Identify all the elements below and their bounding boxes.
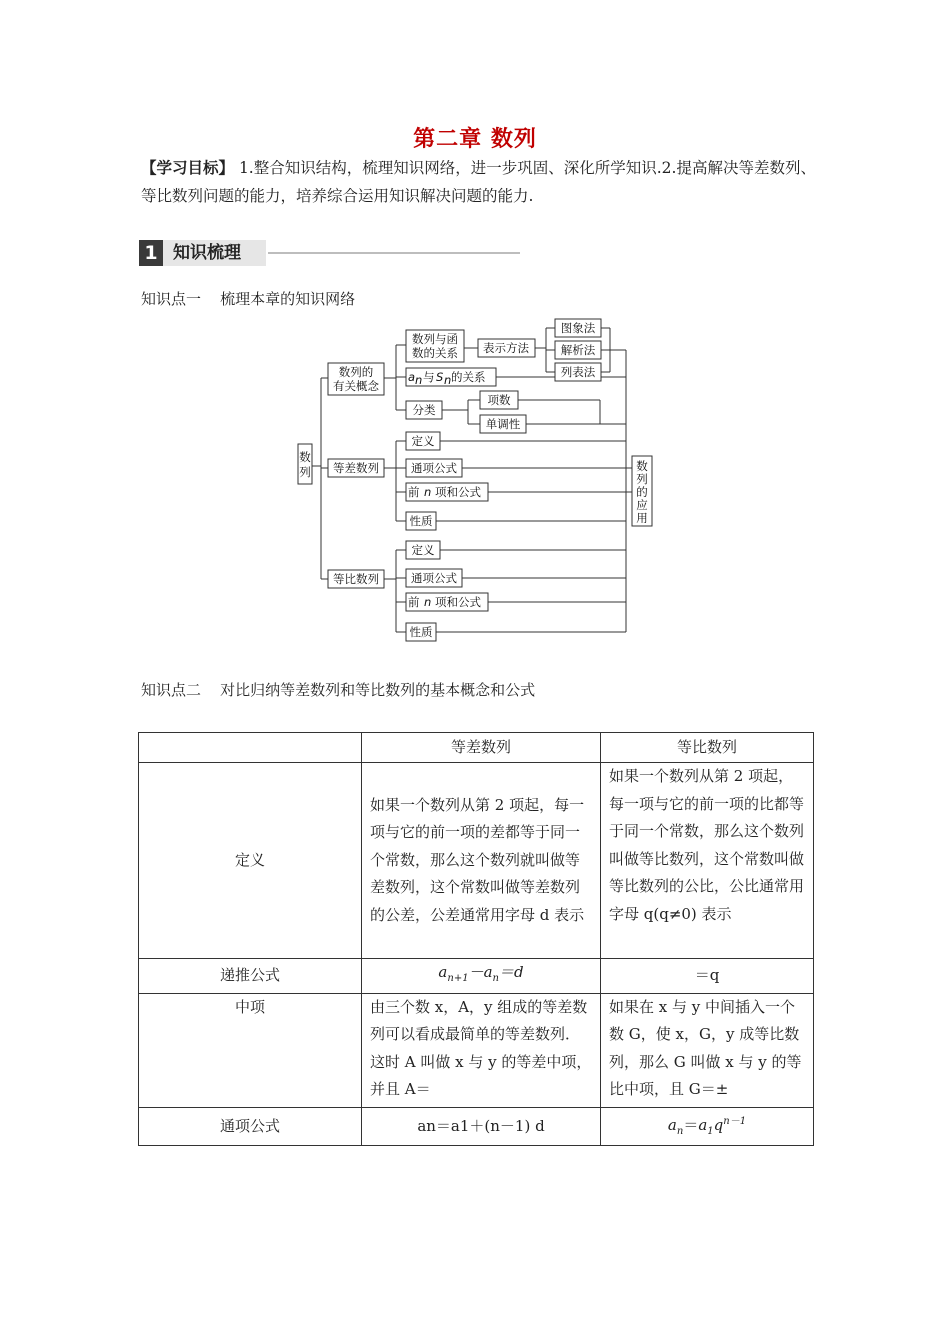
- table-row: [139, 993, 814, 1107]
- geo-sum-post: 项和公式: [435, 595, 481, 609]
- group1-line1: 数列的: [338, 365, 374, 379]
- arith-sum-pre: 前: [408, 485, 420, 499]
- knowledge-point-2: [141, 679, 535, 700]
- goals-text: 1.整合知识结构，梳理知识网络，进一步巩固、深化所学知识.2.提高解决等差数列、等比数列问题的能力，培养综合运用知识解决问题的能力.: [141, 159, 816, 205]
- arith-definition: 定义: [411, 434, 435, 448]
- method-list: 列表法: [560, 365, 596, 379]
- node-related-concepts: [328, 363, 384, 395]
- arith-properties: 性质: [409, 514, 433, 528]
- class-monotonic: 单调性: [485, 417, 521, 431]
- method-graph: 图象法: [560, 321, 596, 335]
- n5-label: 分类: [412, 403, 436, 417]
- general-term-geometric: $a_n=a_1q^{n-1}$: [601, 1107, 814, 1146]
- header-empty: [139, 733, 362, 763]
- node-class-types: [480, 391, 526, 433]
- kp1-label: 知识点一: [141, 290, 202, 308]
- app-char-3: 的: [636, 485, 648, 499]
- n2-label: 表示方法: [483, 341, 529, 355]
- node-arithmetic: [328, 459, 384, 477]
- node-representation: [478, 339, 535, 357]
- n4-sub2: n: [444, 373, 452, 387]
- kp2-label: 知识点二: [141, 681, 202, 699]
- node-methods: [555, 319, 601, 381]
- middle-term-geometric: 如果在 x 与 y 中间插入一个数 G，使 x，G，y 成等比数列，那么 G 叫做 x 与 y 的等比中项，且 G＝±: [601, 993, 814, 1107]
- table-row: [139, 763, 814, 959]
- page-title: 第二章 数列: [413, 127, 537, 152]
- node-classification: [406, 401, 442, 419]
- group3-label: 等比数列: [333, 572, 379, 586]
- geometric-items: [406, 541, 488, 641]
- n1-line2: 数的关系: [412, 346, 458, 360]
- geo-general-term: 通项公式: [411, 571, 457, 585]
- arith-sum-n: n: [424, 485, 432, 499]
- group2-label: 等差数列: [333, 461, 379, 475]
- arith-sum-post: 项和公式: [435, 485, 481, 499]
- app-char-2: 列: [636, 472, 648, 486]
- n4-end: 的关系: [451, 370, 486, 384]
- node-root: [298, 444, 312, 484]
- general-term-arithmetic: an＝a1＋(n－1) d: [362, 1107, 601, 1146]
- header-arithmetic: 等差数列: [362, 733, 601, 763]
- root-char-1: 数: [299, 450, 311, 464]
- table-row: [139, 1107, 814, 1146]
- row-label-general-term: 通项公式: [139, 1107, 362, 1146]
- knowledge-point-1: [141, 288, 355, 309]
- recurrence-geometric: ＝q: [601, 959, 814, 994]
- definition-geometric: 如果一个数列从第 2 项起，每一项与它的前一项的比都等于同一个常数，那么这个数列叫做等比数列，这个常数叫做等比数列的公比，公比通常用字母 q(q≠0) 表示: [601, 763, 814, 959]
- kp2-text: 对比归纳等差数列和等比数列的基本概念和公式: [220, 681, 536, 699]
- row-label-definition: 定义: [139, 763, 362, 959]
- n4-mid: 与: [423, 370, 435, 384]
- class-terms: 项数: [487, 393, 511, 407]
- table-header-row: [139, 733, 814, 763]
- n4-sub1: n: [415, 373, 423, 387]
- arith-general-term: 通项公式: [411, 461, 457, 475]
- row-label-recurrence: 递推公式: [139, 959, 362, 994]
- comparison-table: [138, 732, 814, 1146]
- goals-label: 【学习目标】: [141, 159, 235, 177]
- node-application: [632, 456, 652, 526]
- section-title: 知识梳理: [163, 240, 266, 266]
- knowledge-network-diagram: [290, 316, 670, 646]
- section-divider: [268, 252, 520, 254]
- n1-line1: 数列与函: [412, 332, 458, 346]
- node-sequence-function: [406, 330, 464, 362]
- arithmetic-items: [406, 432, 488, 530]
- node-an-sn: [406, 368, 496, 387]
- kp1-text: 梳理本章的知识网络: [220, 290, 356, 308]
- definition-arithmetic: 如果一个数列从第 2 项起，每一项与它的前一项的差都等于同一个常数，那么这个数列就叫做等差数列，这个常数叫做等差数列的公差，公差通常用字母 d 表示: [362, 763, 601, 959]
- method-analytic: 解析法: [560, 343, 596, 357]
- header-geometric: 等比数列: [601, 733, 814, 763]
- recurrence-arithmetic: $a_{n+1}-a_n=d$: [362, 959, 601, 994]
- geo-properties: 性质: [409, 625, 433, 639]
- geo-sum-n: n: [424, 595, 432, 609]
- node-geometric: [328, 570, 384, 588]
- learning-goals: [141, 154, 821, 210]
- n4-s: S: [436, 370, 444, 384]
- table-row: [139, 959, 814, 994]
- n4-a: a: [408, 370, 416, 384]
- group1-line2: 有关概念: [333, 379, 379, 393]
- middle-term-arithmetic: 由三个数 x，A，y 组成的等差数列可以看成最简单的等差数列．这时 A 叫做 x 与 y 的等差中项，并且 A＝: [362, 993, 601, 1107]
- app-char-4: 应: [636, 498, 648, 512]
- root-char-2: 列: [299, 465, 311, 479]
- section-number: 1: [139, 240, 163, 266]
- app-char-1: 数: [636, 459, 648, 473]
- app-char-5: 用: [636, 511, 648, 525]
- geo-sum-pre: 前: [408, 595, 420, 609]
- row-label-middle-term: 中项: [139, 993, 362, 1107]
- geo-definition: 定义: [411, 543, 435, 557]
